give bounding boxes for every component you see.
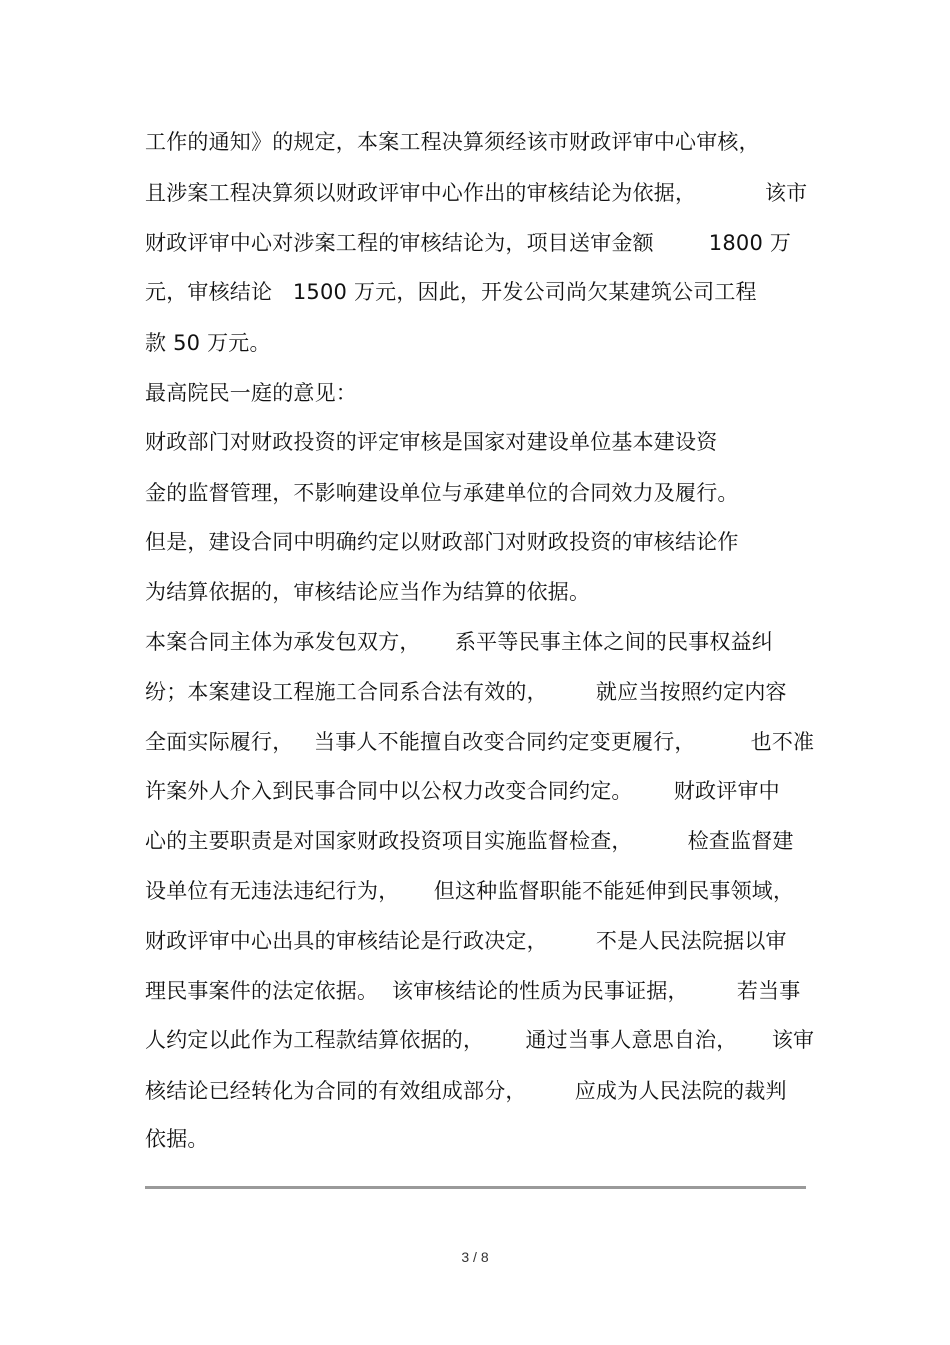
text-line: 核结论已经转化为合同的有效组成部分， 应成为人民法院的裁判 bbox=[145, 1079, 787, 1103]
text-line: 金的监督管理，不影响建设单位与承建单位的合同效力及履行。 bbox=[145, 481, 739, 505]
text-line: 纷；本案建设工程施工合同系合法有效的， 就应当按照约定内容 bbox=[145, 680, 787, 704]
text-line: 财政部门对财政投资的评定审核是国家对建设单位基本建设资 bbox=[145, 430, 718, 454]
text-line: 为结算依据的，审核结论应当作为结算的依据。 bbox=[145, 580, 591, 604]
text-line: 元，审核结论 1500 万元，因此，开发公司尚欠某建筑公司工程 bbox=[145, 280, 757, 304]
text-line: 心的主要职责是对国家财政投资项目实施监督检查， 检查监督建 bbox=[145, 829, 794, 853]
text-line: 款 50 万元。 bbox=[145, 331, 271, 355]
text-line: 且涉案工程决算须以财政评审中心作出的审核结论为依据， 该市 bbox=[145, 181, 808, 205]
text-line: 人约定以此作为工程款结算依据的， 通过当事人意思自治， 该审 bbox=[145, 1028, 815, 1052]
text-line: 理民事案件的法定依据。 该审核结论的性质为民事证据， 若当事 bbox=[145, 979, 801, 1003]
text-line: 财政评审中心对涉案工程的审核结论为，项目送审金额 1800 万 bbox=[145, 231, 792, 255]
footer-divider bbox=[145, 1186, 806, 1189]
text-line: 全面实际履行， 当事人不能擅自改变合同约定变更履行， 也不准 bbox=[145, 730, 815, 754]
text-line: 许案外人介入到民事合同中以公权力改变合同约定。 财政评审中 bbox=[145, 779, 780, 803]
text-line: 工作的通知》的规定，本案工程决算须经该市财政评审中心审核， bbox=[145, 130, 760, 154]
text-line: 但是，建设合同中明确约定以财政部门对财政投资的审核结论作 bbox=[145, 530, 739, 554]
text-line: 依据。 bbox=[145, 1127, 209, 1151]
text-line: 财政评审中心出具的审核结论是行政决定， 不是人民法院据以审 bbox=[145, 929, 787, 953]
text-line: 本案合同主体为承发包双方， 系平等民事主体之间的民事权益纠 bbox=[145, 630, 773, 654]
section-heading: 最高院民一庭的意见： bbox=[145, 381, 357, 405]
text-line: 设单位有无违法违纪行为， 但这种监督职能不能延伸到民事领域， bbox=[145, 879, 795, 903]
page-number: 3 / 8 bbox=[461, 1249, 489, 1265]
